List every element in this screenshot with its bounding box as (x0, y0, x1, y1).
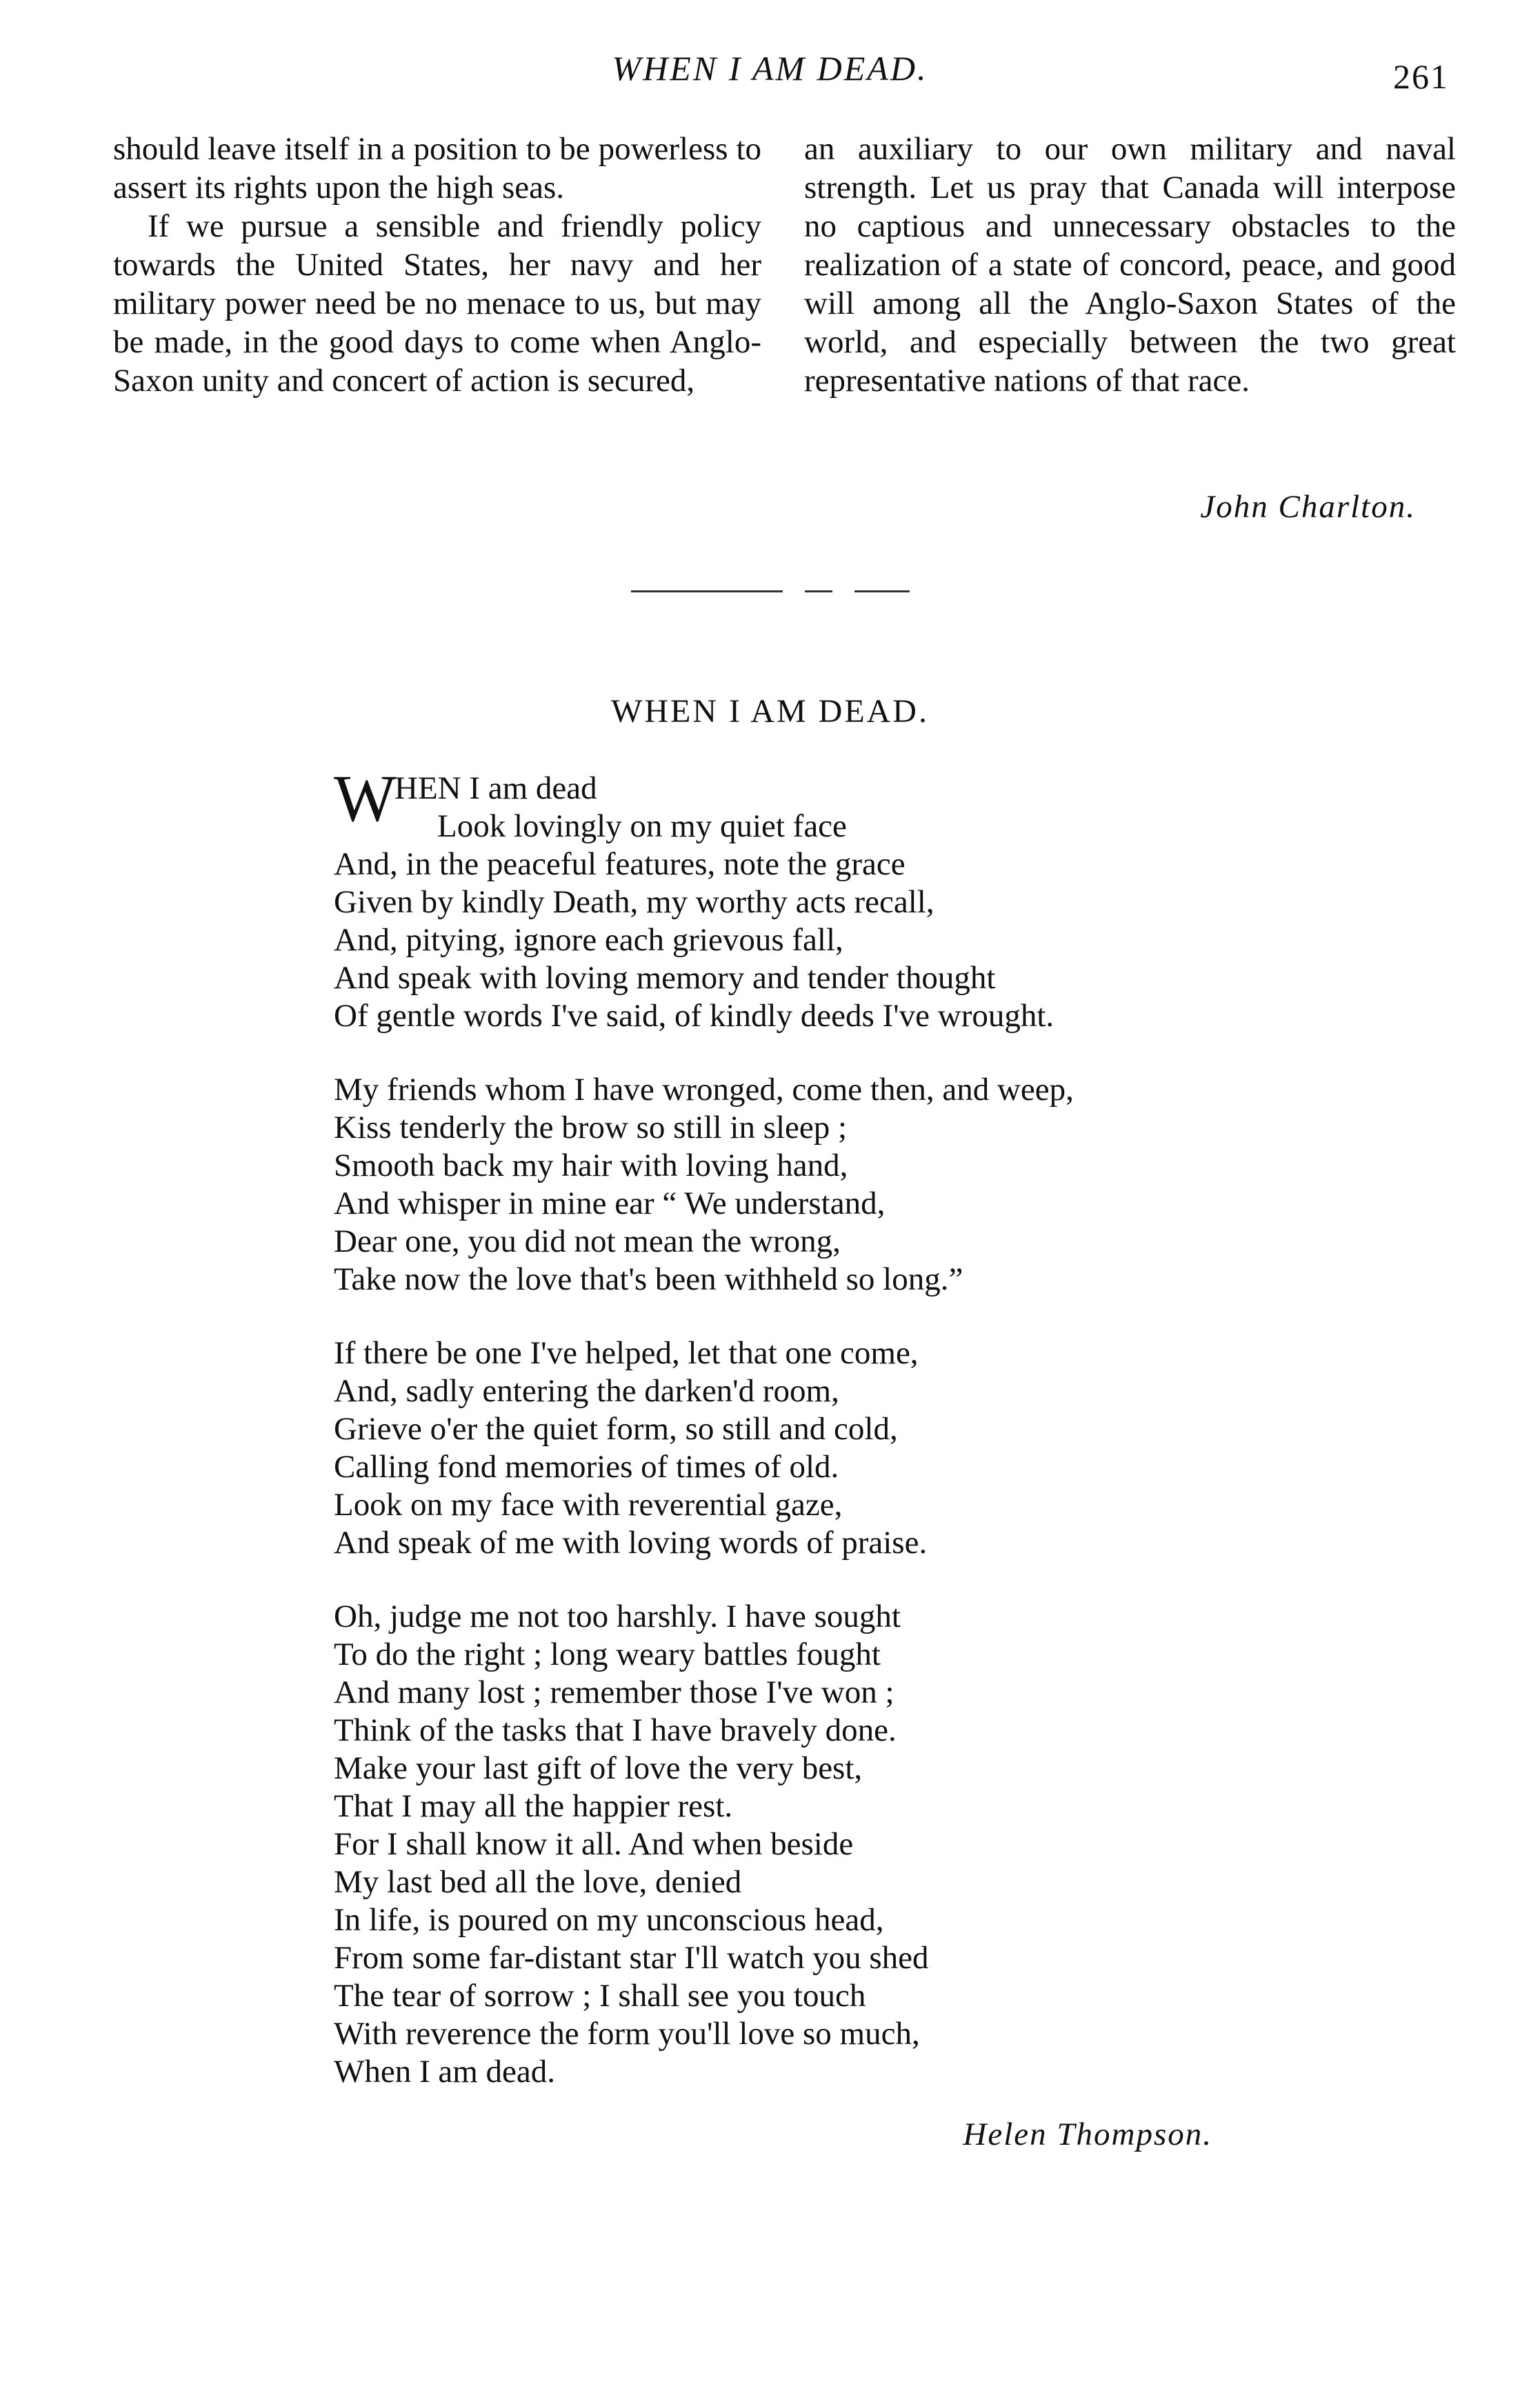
poem-body (334, 761, 1334, 2091)
poem-stanza (334, 1071, 1334, 1299)
poem-stanza (334, 1598, 1334, 2091)
poem-line: The tear of sorrow ; I shall see you touch (334, 1978, 866, 2014)
poem-line: Calling fond memories of times of old. (334, 1449, 839, 1485)
divider-rule (631, 590, 783, 592)
poem-line: And whisper in mine ear “ We understand, (334, 1185, 886, 1221)
poem-line: Of gentle words I've said, of kindly deeds I've wrought. (334, 998, 1054, 1034)
poem-line: In life, is poured on my unconscious head, (334, 1902, 884, 1938)
poem-line: And speak with loving memory and tender thought (334, 960, 996, 996)
poem-line: To do the right ; long weary battles fought (334, 1637, 881, 1672)
poem-line: That I may all the happier rest. (334, 1788, 733, 1824)
poem-line: Given by kindly Death, my worthy acts recall, (334, 884, 934, 920)
poem-line: Take now the love that's been withheld so long.” (334, 1261, 963, 1297)
poem-line: With reverence the form you'll love so much, (334, 2016, 920, 2052)
poem-stanza (334, 761, 1334, 1035)
running-head: WHEN I AM DEAD. (612, 49, 928, 88)
poem-line: And speak of me with loving words of praise. (334, 1525, 928, 1561)
divider-rule (805, 590, 832, 592)
poem-line: Oh, judge me not too harshly. I have sought (334, 1599, 901, 1634)
article-left-column (113, 130, 761, 400)
poem-line: Think of the tasks that I have bravely done. (334, 1712, 897, 1748)
article-paragraph: an auxiliary to our own military and naval strength. Let us pray that Canada will interpose no captious and unnecessary obstacles to the realization of a state of concord, peace, and good will among all the Anglo-Saxon States of the world, and especially between the two great representative nations of that race. (804, 131, 1456, 399)
poem-line: If there be one I've helped, let that one come, (334, 1335, 919, 1371)
article-paragraph: If we pursue a sensible and friendly policy towards the United States, her navy and her military power need be no menace to us, but may be made, in the good days to come when Anglo-Saxon unity and concert of action is secured, (113, 208, 761, 399)
article-signature: John Charlton. (1200, 489, 1416, 525)
divider-rule (854, 590, 910, 592)
poem-line: Look on my face with reverential gaze, (334, 1487, 843, 1523)
poem-line: And, in the peaceful features, note the grace (334, 846, 906, 882)
poem-line: Make your last gift of love the very best, (334, 1750, 863, 1786)
poem-line: My last bed all the love, denied (334, 1864, 742, 1900)
poem-line: And many lost ; remember those I've won ; (334, 1674, 894, 1710)
poem-line: And, pitying, ignore each grievous fall, (334, 922, 843, 958)
section-divider (0, 585, 1540, 597)
poem-line: When I am dead. (334, 2054, 556, 2090)
poem-title: WHEN I AM DEAD. (611, 693, 929, 730)
poem-line: Smooth back my hair with loving hand, (334, 1148, 848, 1183)
poem-line: And, sadly entering the darken'd room, (334, 1373, 839, 1409)
poem-line: Kiss tenderly the brow so still in sleep ; (334, 1110, 848, 1145)
drop-cap: W (334, 761, 397, 835)
poem-line: HEN I am dead (394, 770, 597, 806)
poem-signature: Helen Thompson. (963, 2116, 1212, 2152)
article-paragraph: should leave itself in a position to be powerless to assert its rights upon the high seas. (113, 131, 761, 206)
poem-stanza (334, 1334, 1334, 1562)
page-number: 261 (1393, 57, 1449, 96)
poem-line: Grieve o'er the quiet form, so still and cold, (334, 1411, 898, 1447)
poem-line: For I shall know it all. And when beside (334, 1826, 854, 1862)
poem-line: Dear one, you did not mean the wrong, (334, 1223, 841, 1259)
poem-line: Look lovingly on my quiet face (437, 808, 847, 844)
poem-line: From some far-distant star I'll watch you shed (334, 1940, 929, 1976)
poem-line: My friends whom I have wronged, come then, and weep, (334, 1072, 1074, 1108)
article-right-column (804, 130, 1456, 400)
